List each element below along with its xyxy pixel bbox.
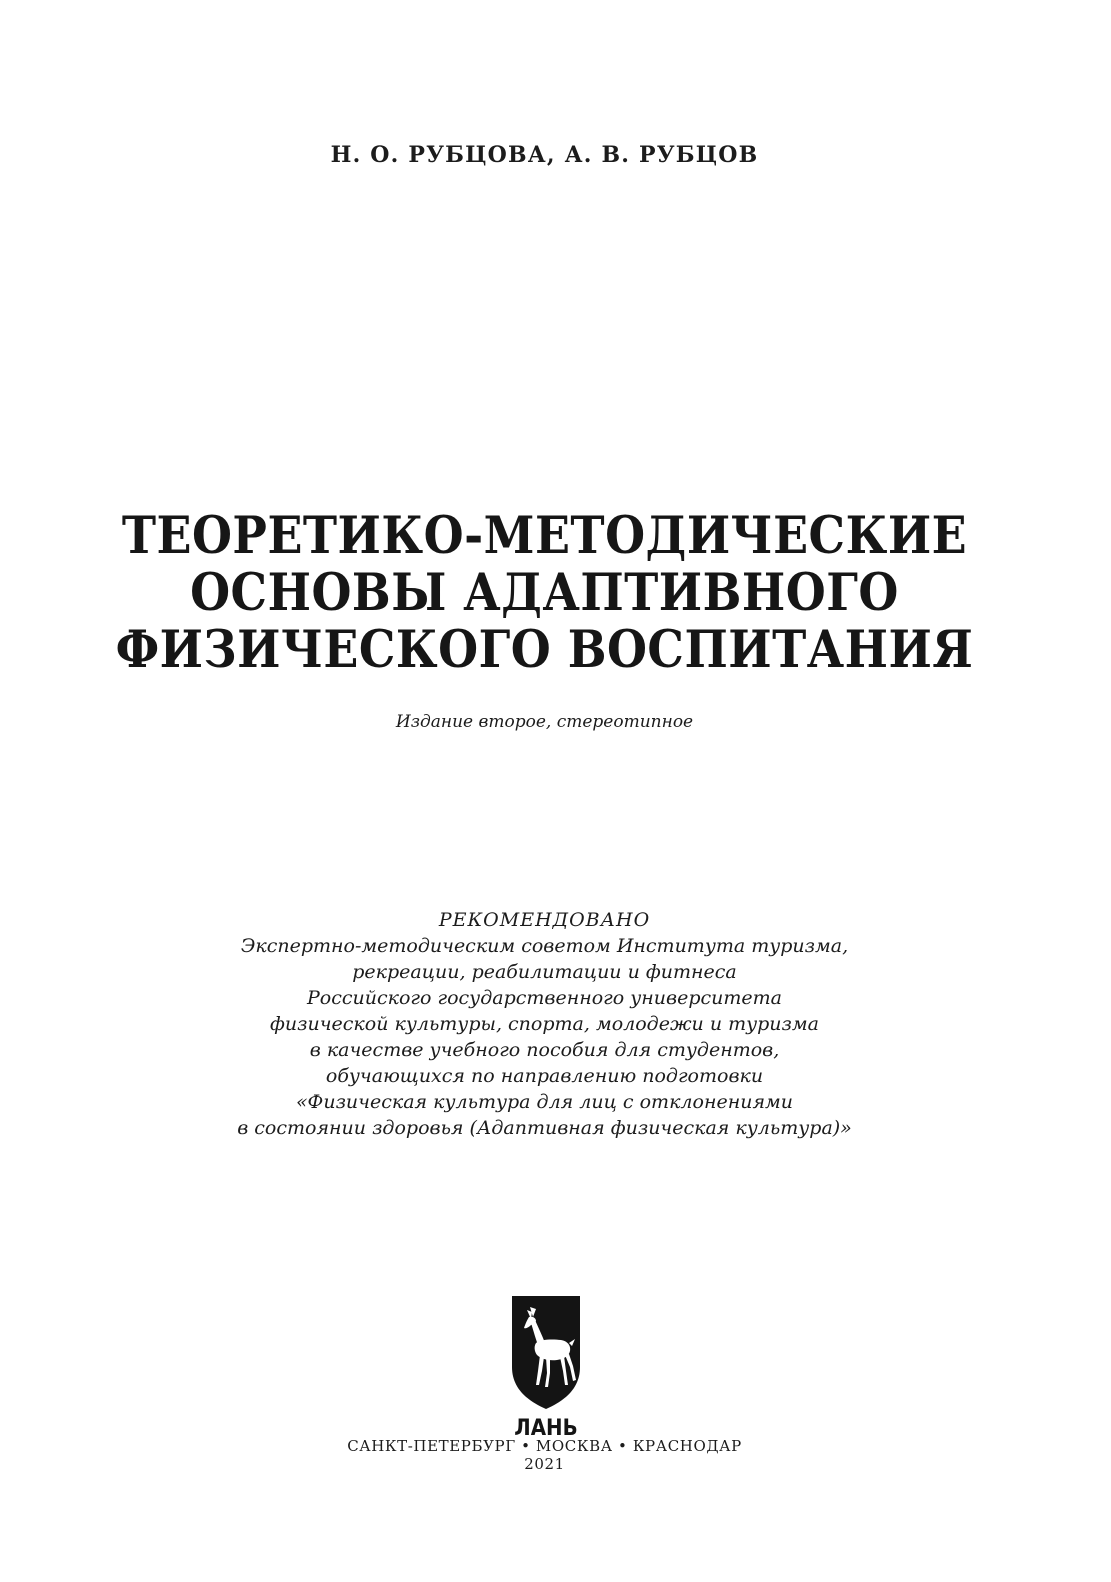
title-line: ТЕОРЕТИКО-МЕТОДИЧЕСКИЕ (121, 506, 968, 566)
publisher-logo-text: ЛАНЬ (514, 1416, 578, 1441)
recommendation-heading: РЕКОМЕНДОВАНО (438, 909, 651, 931)
recommendation-block (0, 907, 1089, 1141)
edition-note: Издание второе, стереотипное (395, 712, 694, 732)
publisher-cities: САНКТ-ПЕТЕРБУРГ • МОСКВА • КРАСНОДАР (347, 1437, 742, 1455)
recommendation-line: рекреации, реабилитации и фитнеса (352, 961, 737, 983)
recommendation-line: «Физическая культура для лиц с отклонениями (295, 1091, 794, 1113)
recommendation-line: в качестве учебного пособия для студентов, (309, 1039, 780, 1061)
doe-shield-icon (509, 1293, 583, 1443)
recommendation-line: Экспертно-методическим советом Института туризма, (240, 935, 849, 957)
recommendation-line: в состоянии здоровья (Адаптивная физическая культура)» (237, 1117, 852, 1139)
recommendation-line: Российского государственного университета (307, 987, 782, 1009)
title-line: ОСНОВЫ АДАПТИВНОГО (190, 563, 899, 623)
book-title (0, 508, 1089, 679)
publisher-logo (509, 1293, 583, 1443)
recommendation-line: физической культуры, спорта, молодежи и туризма (270, 1013, 819, 1035)
authors: Н. О. РУБЦОВА, А. В. РУБЦОВ (330, 142, 759, 168)
title-line: ФИЗИЧЕСКОГО ВОСПИТАНИЯ (115, 620, 974, 680)
recommendation-line: обучающихся по направлению подготовки (325, 1065, 764, 1087)
publication-year: 2021 (524, 1455, 565, 1473)
